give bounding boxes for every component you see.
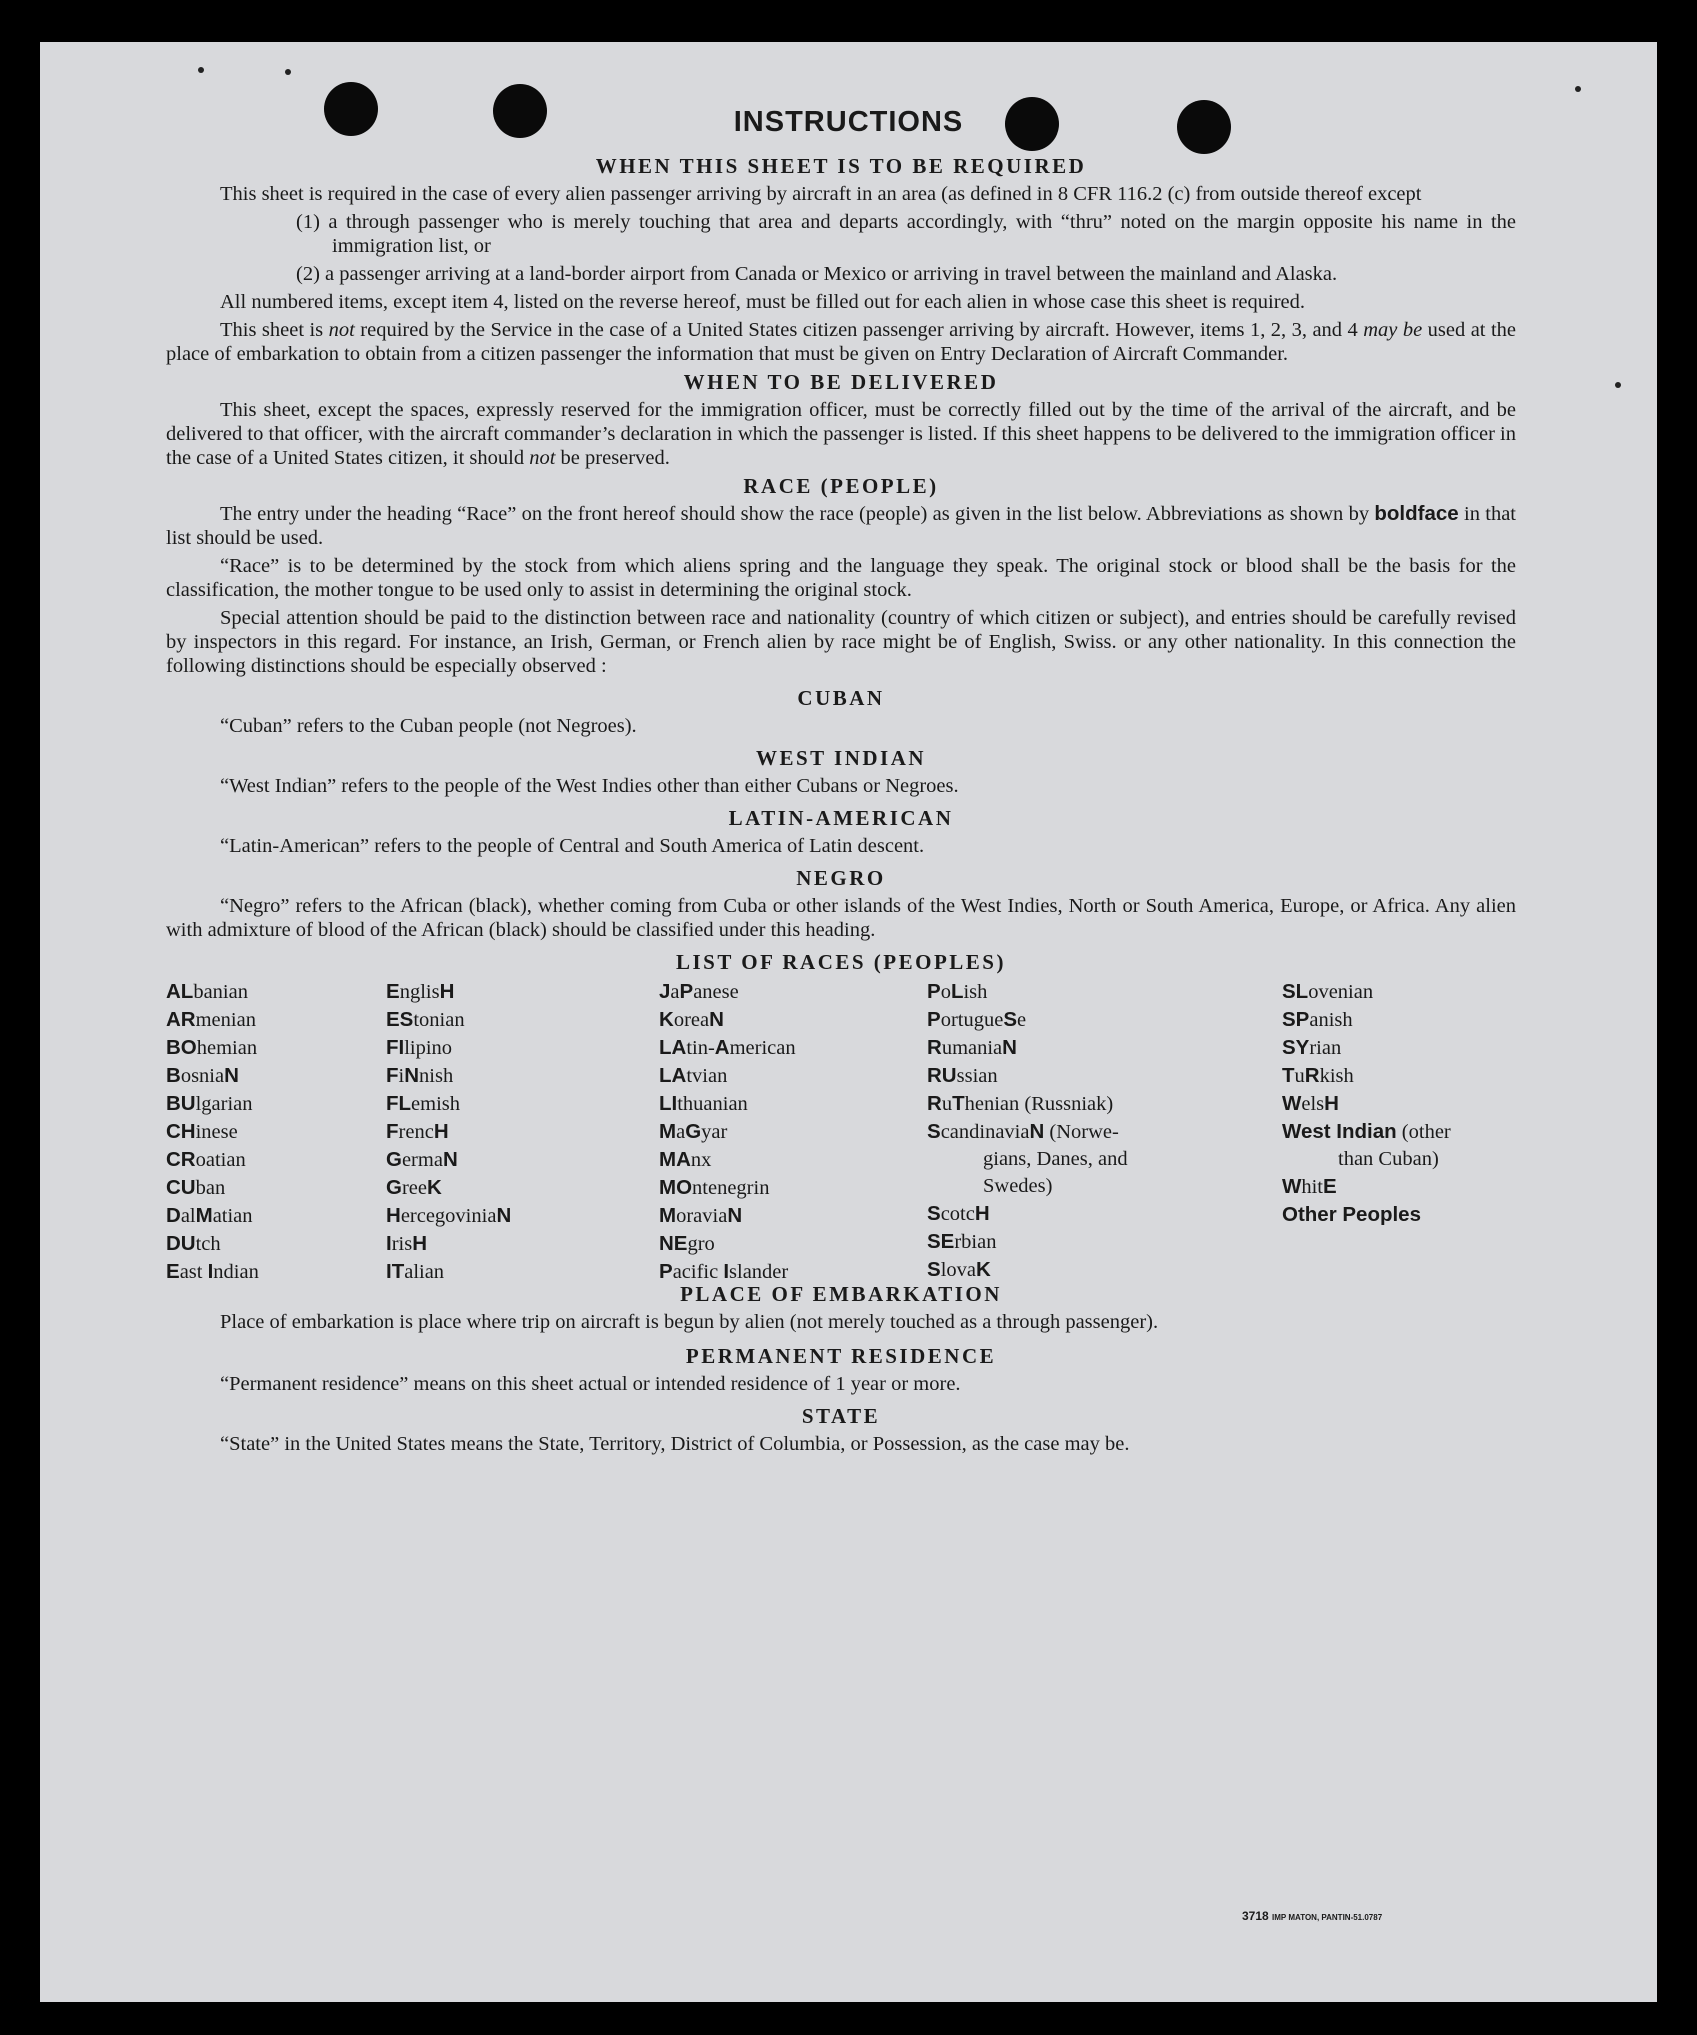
race-entry: DUtch <box>166 1232 221 1255</box>
list-item: (2) a passenger arriving at a land-border airport from Canada or Mexico or arriving in travel between the mainland and Alaska. <box>296 263 1338 285</box>
race-entry: DalMatian <box>166 1204 253 1227</box>
speck <box>198 67 204 73</box>
race-column <box>386 978 511 1286</box>
race-entry: ARmenian <box>166 1008 256 1031</box>
race-entry: FrencH <box>386 1120 449 1143</box>
race-entry: EStonian <box>386 1008 465 1031</box>
race-entry: ALbanian <box>166 980 248 1003</box>
race-entry: West Indian (other <box>1282 1120 1451 1143</box>
race-entry: RuThenian (Russniak) <box>927 1092 1114 1115</box>
race-entry: SLovenian <box>1282 980 1374 1003</box>
race-entry: LAtvian <box>659 1064 728 1087</box>
race-entry: ScotcH <box>927 1202 990 1225</box>
race-entry: FLemish <box>386 1092 461 1115</box>
paragraph: This sheet is required in the case of every alien passenger arriving by aircraft in an area (as defined in 8 CFR 116.2 (c) from outside thereof except <box>220 183 1422 205</box>
race-entry: WhitE <box>1282 1175 1337 1198</box>
race-entry: RUssian <box>927 1064 998 1087</box>
race-entry: GermaN <box>386 1148 458 1171</box>
race-column <box>166 978 259 1286</box>
race-entry: LAtin-American <box>659 1036 796 1059</box>
heading-list-of-races: LIST OF RACES (PEOPLES) <box>676 950 1006 974</box>
race-entry: CUban <box>166 1176 226 1199</box>
race-entry: MOntenegrin <box>659 1176 770 1199</box>
speck <box>1575 86 1581 92</box>
paragraph: “Latin-American” refers to the people of Central and South America of Latin descent. <box>220 835 925 857</box>
race-entry: FiNnish <box>386 1064 454 1087</box>
race-entry: SlovaK <box>927 1258 991 1281</box>
race-entry: BosniaN <box>166 1064 239 1087</box>
race-entry: ScandinaviaN (Norwe- <box>927 1120 1119 1143</box>
race-entry: BOhemian <box>166 1036 258 1059</box>
speck <box>1615 382 1621 388</box>
paragraph: “Cuban” refers to the Cuban people (not Negroes). <box>220 715 637 737</box>
paragraph: “West Indian” refers to the people of the West Indies other than either Cubans or Negroes. <box>220 775 959 797</box>
paragraph: This sheet is not required by the Service in the case of a United States citizen passenger arriving by aircraft. However, items 1, 2, 3, and 4 may be used at the place of embarkation to obtain from a citizen passenger the information that must be given on Entry Declaration of Aircraft Commander. <box>166 319 1516 365</box>
heading-when-required: WHEN THIS SHEET IS TO BE REQUIRED <box>595 154 1087 178</box>
heading-permanent-residence: PERMANENT RESIDENCE <box>685 1344 997 1368</box>
race-column <box>1282 978 1451 1229</box>
race-entry: Pacific Islander <box>659 1260 789 1283</box>
race-entry: BUlgarian <box>166 1092 253 1115</box>
race-entry: NEgro <box>659 1232 715 1255</box>
race-list <box>166 978 1516 1283</box>
heading-cuban: CUBAN <box>797 686 885 710</box>
race-entry: CRoatian <box>166 1148 246 1171</box>
paragraph: This sheet, except the spaces, expressly reserved for the immigration officer, must be correctly filled out by the time of the arrival of the aircraft, and be delivered to that officer, with the aircraft commander’s declaration in which the passenger is listed. If this sheet happens to be delivered to the immigration officer in the case of a United States citizen, it should not be preserved. <box>166 399 1516 469</box>
print-code: 3718 IMP MATON, PANTIN-51.0787 <box>1242 1909 1383 1923</box>
heading-embarkation: PLACE OF EMBARKATION <box>680 1282 1002 1306</box>
race-entry: TuRkish <box>1282 1064 1354 1087</box>
paragraph: “Permanent residence” means on this sheet actual or intended residence of 1 year or more. <box>220 1373 961 1395</box>
paragraph: “Race” is to be determined by the stock from which aliens spring and the language they speak. The original stock or blood shall be the basis for the classification, the mother tongue to be used only to assist in determining the original stock. <box>166 555 1516 601</box>
race-entry: LIthuanian <box>659 1092 748 1115</box>
race-entry: RumaniaN <box>927 1036 1017 1059</box>
race-entry: SPanish <box>1282 1008 1353 1031</box>
race-entry: than Cuban) <box>1338 1148 1439 1170</box>
document-sheet <box>40 42 1657 2002</box>
race-entry: PoLish <box>927 980 988 1003</box>
heading-west-indian: WEST INDIAN <box>755 746 927 770</box>
paragraph: “Negro” refers to the African (black), whether coming from Cuba or other islands of the West Indies, North or South America, Europe, or Africa. Any alien with admixture of blood of the African (black) should be classified under this heading. <box>166 895 1516 941</box>
race-entry: GreeK <box>386 1176 442 1199</box>
paragraph: The entry under the heading “Race” on the front hereof should show the race (people) as given in the list below. Abbreviations as shown by boldface in that list should be used. <box>166 502 1516 549</box>
race-entry: HercegoviniaN <box>386 1204 512 1227</box>
race-entry: East Indian <box>166 1260 259 1283</box>
speck <box>285 69 291 75</box>
race-column <box>659 978 796 1286</box>
race-entry: MaGyar <box>659 1120 728 1143</box>
heading-race: RACE (PEOPLE) <box>743 474 939 498</box>
heading-state: STATE <box>801 1404 881 1428</box>
race-entry: KoreaN <box>659 1008 724 1031</box>
race-entry: gians, Danes, and <box>983 1148 1128 1170</box>
race-entry: Other Peoples <box>1282 1203 1421 1226</box>
heading-negro: NEGRO <box>796 866 886 890</box>
race-entry: IrisH <box>386 1232 428 1255</box>
race-entry: SErbian <box>927 1230 997 1253</box>
document-title: INSTRUCTIONS <box>733 106 964 138</box>
race-entry: MAnx <box>659 1148 712 1171</box>
heading-when-delivered: WHEN TO BE DELIVERED <box>683 370 999 394</box>
race-entry: SYrian <box>1282 1036 1342 1059</box>
race-entry: EnglisH <box>386 980 455 1003</box>
paragraph: Place of embarkation is place where trip on aircraft is begun by alien (not merely touched as a through passenger). <box>220 1311 1159 1333</box>
race-entry: FIlipino <box>386 1036 453 1059</box>
paragraph: All numbered items, except item 4, listed on the reverse hereof, must be filled out for each alien in whose case this sheet is required. <box>220 291 1306 313</box>
paragraph: Special attention should be paid to the distinction between race and nationality (country of which citizen or subject), and entries should be carefully revised by inspectors in this regard. For instance, an Irish, German, or French alien by race might be of English, Swiss. or any other nationality. In this connection the following distinctions should be especially observed : <box>166 607 1516 677</box>
race-entry: CHinese <box>166 1120 238 1143</box>
heading-latin-american: LATIN-AMERICAN <box>728 806 954 830</box>
race-entry: WelsH <box>1282 1092 1339 1115</box>
race-entry: MoraviaN <box>659 1204 743 1227</box>
race-entry: JaPanese <box>659 980 739 1003</box>
paragraph: “State” in the United States means the State, Territory, District of Columbia, or Possession, as the case may be. <box>220 1433 1130 1455</box>
race-column <box>927 978 1128 1284</box>
race-entry: PortugueSe <box>927 1008 1027 1031</box>
list-item: (1) a through passenger who is merely touching that area and departs accordingly, with “thru” noted on the margin opposite his name in the immigration list, or <box>296 211 1516 257</box>
race-entry: Swedes) <box>983 1175 1053 1197</box>
document-body <box>166 154 1516 1456</box>
race-entry: ITalian <box>386 1260 445 1283</box>
